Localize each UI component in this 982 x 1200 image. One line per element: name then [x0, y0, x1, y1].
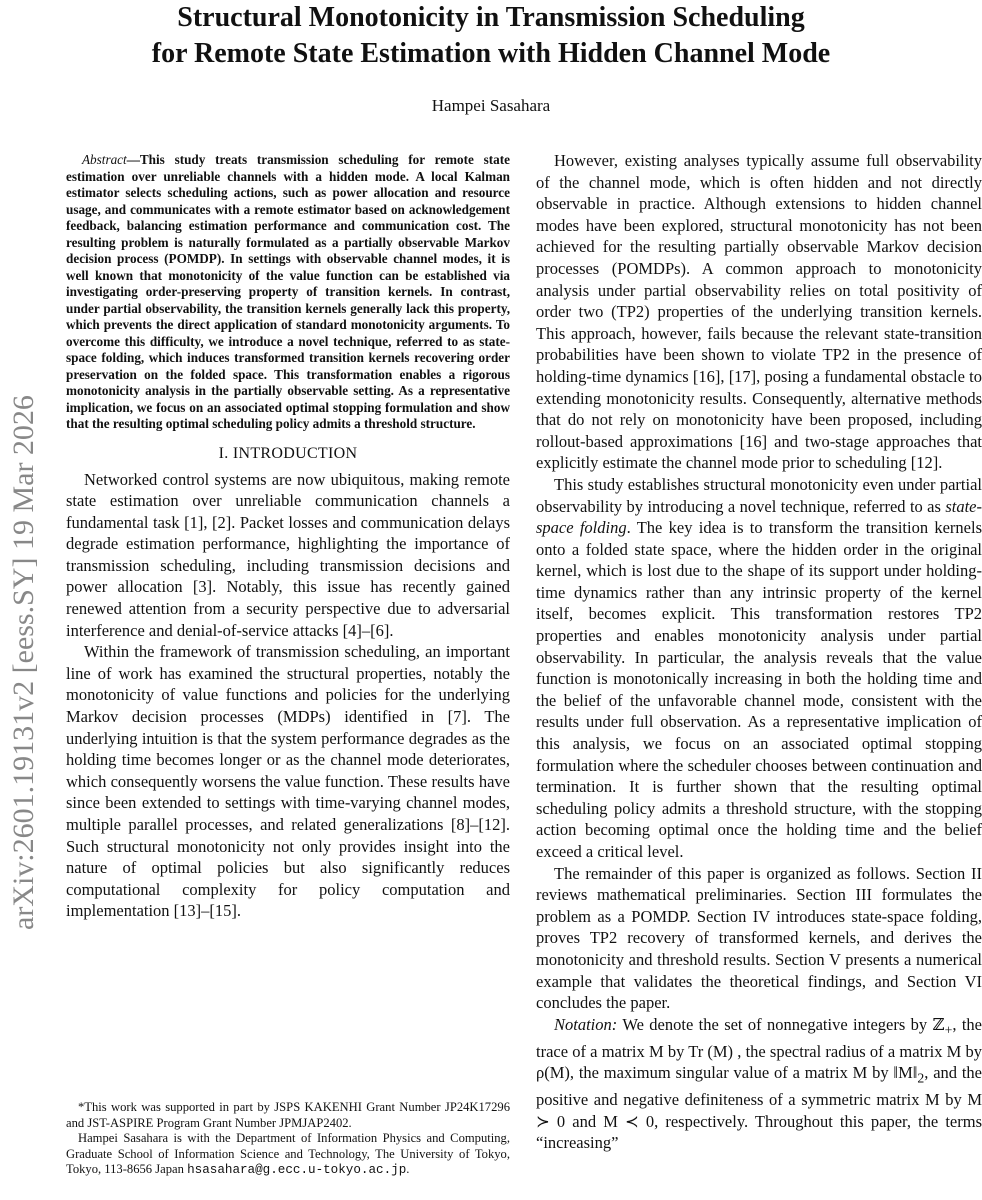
right-paragraph-2-b: . The key idea is to transform the transition kernels onto a folded state space, where the hidden order in the original kernel, which is lost due to the shape of its support under holding-time dynamics rather than any intrinsic property of the kernel itself, becomes explicit. This transformation restores TP2 properties and enables monotonicity analysis under partial observability. In particular, the analysis reveals that the value function is monotonically increasing in both the holding time and the belief of the unfavorable channel mode, consistent with the results under full observation. As a representative implication of this analysis, we focus on an associated optimal stopping formulation where the scheduler chooses between continuation and termination. It is further shown that the resulting optimal scheduling policy admits a threshold structure, with the stopping action becoming optimal once the holding time and the belief exceed a critical level. [536, 518, 982, 861]
footnote-affiliation-text: Hampei Sasahara is with the Department of Information Physics and Computing, Graduate School of Information Science and Technology, The University of Tokyo, Tokyo, 113-8656 Japan [66, 1131, 510, 1177]
right-paragraph-2 [536, 474, 982, 863]
right-paragraph-2-a: This study establishes structural monotonicity even under partial observability by introducing a novel technique, referred to as [536, 474, 982, 516]
notation-sub2: 2 [917, 1070, 925, 1086]
abstract-text: This study treats transmission scheduling for remote state estimation over unreliable channels with a hidden mode. A local Kalman estimator selects scheduling actions, such as power allocation and resource usage, and communicates with a remote estimator based on acknowledgement feedback, balancing estimation performance and communication cost. The resulting problem is naturally formulated as a partially observable Markov decision process (POMDP). In settings with observable channel modes, it is well known that monotonicity of the value function can be established via investigating order-preserving property of transition kernels. In contrast, under partial observability, the transition kernels generally lack this property, which prevents the direct application of standard monotonicity arguments. To overcome this difficulty, we introduce a novel technique, referred to as state-space folding, which induces transformed transition kernels recovering order preservation on the folded space. This transformation enables a rigorous monotonicity analysis in the partially observable setting. As a representative implication, we focus on an associated optimal stopping formulation and show that the resulting optimal scheduling policy admits a threshold structure. [66, 152, 510, 431]
footnote-affiliation [66, 1131, 510, 1179]
abstract: Abstract—This study treats transmission scheduling for remote state estimation over unreliable channels with a hidden mode. A local Kalman estimator selects scheduling actions, such as power allocation and resource usage, and communicates with a remote estimator based on acknowledgement feedback, balancing estimation performance and communication cost. The resulting problem is naturally formulated as a partially observable Markov decision process (POMDP). In settings with observable channel modes, it is well known that monotonicity of the value function can be established via investigating order-preserving property of transition kernels. In contrast, under partial observability, the transition kernels generally lack this property, which prevents the direct application of standard monotonicity arguments. To overcome this difficulty, we introduce a novel technique, referred to as state-space folding, which induces transformed transition kernels recovering order preservation on the folded space. This transformation enables a rigorous monotonicity analysis in the partially observable setting. As a representative implication, we focus on an associated optimal stopping formulation and show that the resulting optimal scheduling policy admits a threshold structure. [66, 152, 510, 431]
notation-label: Notation: [554, 1014, 618, 1034]
notation-a: We denote the set of nonnegative integers by ℤ [617, 1014, 945, 1034]
title-line-1: Structural Monotonicity in Transmission Scheduling [177, 2, 805, 33]
footnote [66, 1100, 510, 1179]
right-paragraph-1: However, existing analyses typically assume full observability of the channel mode, which is often hidden and not directly observable in practice. Although extensions to hidden channel modes have been explored, structural monotonicity has not been achieved for the resulting partially observable Markov decision processes (POMDPs). A common approach to monotonicity analysis under partial observability relies on total positivity of order two (TP2) properties of the underlying transition kernels. This approach, however, fails because the relevant state-transition probabilities have been shown to violate TP2 in the presence of holding-time dynamics [16], [17], posing a fundamental obstacle to extending monotonicity results. Consequently, alternative methods that do not rely on monotonicity have been proposed, including rollout-based approximations [16] and two-stage approaches that explicitly estimate the channel mode prior to scheduling [12]. [536, 151, 982, 473]
section-heading-introduction: I. INTRODUCTION [218, 444, 358, 462]
footnote-funding: *This work was supported in part by JSPS KAKENHI Grant Number JP24K17296 and JST-ASPIRE Program Grant Number JPMJAP2402. [66, 1100, 510, 1130]
notation-sub: + [944, 1022, 953, 1038]
abstract-label: Abstract [82, 152, 127, 167]
right-paragraph-3: The remainder of this paper is organized as follows. Section II reviews mathematical preliminaries. Section III formulates the problem as a POMDP. Section IV introduces state-space folding, proves TP2 recovery of transformed kernels, and derives the monotonicity and threshold results. Section V presents a numerical example that validates the theoretical findings, and Section VI concludes the paper. [536, 863, 982, 1013]
arxiv-stamp: arXiv:2601.19131v2 [eess.SY] 19 Mar 2026 [7, 395, 40, 930]
author-name: Hampei Sasahara [431, 96, 551, 115]
paper-title [0, 0, 982, 72]
intro-paragraph-2: Within the framework of transmission scheduling, an important line of work has examined the structural properties, notably the monotonicity of value functions and policies for the underlying Markov decision processes (MDPs) identified in [7]. The underlying intuition is that the system performance degrades as the holding time becomes longer or as the channel mode deteriorates, which consequently worsens the value function. These results have since been extended to settings with time-varying channel modes, multiple parallel processes, and related generalizations [8]–[12]. Such structural monotonicity not only provides insight into the nature of optimal policies but also significantly reduces computational complexity for policy computation and implementation [13]–[15]. [66, 642, 510, 921]
intro-paragraph-1: Networked control systems are now ubiquitous, making remote state estimation over unreliable communication channels a fundamental task [1], [2]. Packet losses and communication delays degrade estimation performance, highlighting the importance of transmission scheduling, including transmission decisions and power allocation [3]. Notably, this issue has recently gained renewed attention from a security perspective due to adversarial interference and denial-of-service attacks [4]–[6]. [66, 469, 510, 640]
notation-b: , the trace of a matrix M by Tr (M) , the spectral radius of a matrix M by ρ(M), the maximum singular value of a matrix M by ‖M‖ [536, 1014, 982, 1083]
title-line-2: for Remote State Estimation with Hidden Channel Mode [151, 38, 831, 69]
footnote-email-end: . [406, 1162, 410, 1177]
author-email[interactable]: hsasahara@g.ecc.u-tokyo.ac.jp [187, 1163, 407, 1178]
arxiv-sidebar [4, 250, 44, 930]
state-space-folding-term: state-space folding [536, 496, 982, 538]
notation-c: , and the positive and negative definiteness of a symmetric matrix M by M ≻ 0 and M ≺ 0, respectively. Throughout this paper, the terms “increasing” [536, 1063, 982, 1153]
right-column [536, 150, 982, 1154]
left-column [66, 152, 510, 922]
notation-paragraph [536, 1014, 982, 1154]
